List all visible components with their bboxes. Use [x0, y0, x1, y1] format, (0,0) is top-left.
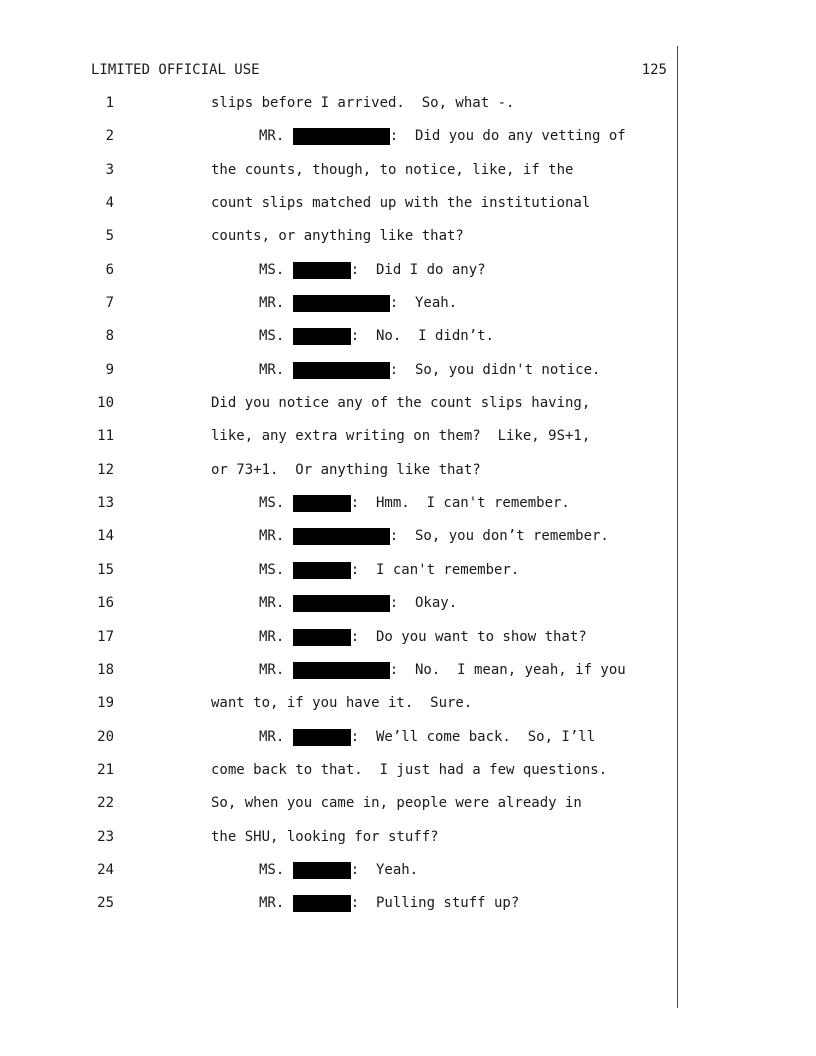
line-text — [211, 762, 607, 779]
transcript-line — [0, 262, 816, 295]
line-text — [211, 228, 464, 245]
transcript-line — [0, 629, 816, 662]
transcript-line — [0, 128, 816, 161]
line-text — [259, 895, 519, 912]
spoken-text: : Hmm. I can't remember. — [350, 495, 570, 512]
spoken-text: So, when you came in, people were already in — [211, 795, 582, 812]
speaker-title: MR. — [259, 295, 293, 312]
page-number: 125 — [641, 62, 667, 78]
transcript-line — [0, 228, 816, 261]
spoken-text: : Pulling stuff up? — [350, 895, 520, 912]
line-number: 21 — [97, 761, 114, 778]
spoken-text: come back to that. I just had a few questions. — [211, 761, 608, 778]
speaker-title: MS. — [259, 261, 293, 278]
speaker-title: MS. — [259, 561, 293, 578]
spoken-text: : So, you don’t remember. — [389, 528, 609, 545]
line-text — [259, 495, 570, 512]
line-number: 12 — [97, 461, 114, 478]
transcript-line — [0, 328, 816, 361]
redaction-box — [293, 729, 351, 746]
line-text — [211, 795, 582, 812]
line-text — [259, 528, 609, 545]
speaker-title: MR. — [259, 895, 293, 912]
spoken-text: the SHU, looking for stuff? — [211, 828, 439, 845]
line-text — [259, 862, 418, 879]
line-text — [211, 395, 590, 412]
redaction-box — [293, 362, 390, 379]
redaction-box — [293, 328, 351, 345]
speaker-title: MR. — [259, 528, 293, 545]
transcript-line — [0, 729, 816, 762]
line-number: 11 — [97, 428, 114, 445]
spoken-text: Did you notice any of the count slips having, — [211, 395, 591, 412]
line-text — [259, 562, 519, 579]
spoken-text: : No. I didn’t. — [350, 328, 495, 345]
spoken-text: : I can't remember. — [350, 561, 520, 578]
spoken-text: : Yeah. — [389, 295, 458, 312]
speaker-title: MR. — [259, 128, 293, 145]
line-number: 25 — [97, 895, 114, 912]
spoken-text: counts, or anything like that? — [211, 228, 464, 245]
transcript-line — [0, 428, 816, 461]
line-text — [211, 829, 439, 846]
speaker-title: MR. — [259, 728, 293, 745]
transcript-line — [0, 662, 816, 695]
transcript-line — [0, 829, 816, 862]
spoken-text: want to, if you have it. Sure. — [211, 695, 473, 712]
spoken-text: : No. I mean, yeah, if you — [389, 661, 626, 678]
classification-header: LIMITED OFFICIAL USE — [91, 62, 260, 78]
spoken-text: slips before I arrived. So, what -. — [211, 95, 515, 111]
spoken-text: : Did I do any? — [350, 261, 486, 278]
spoken-text: the counts, though, to notice, like, if the — [211, 161, 574, 178]
line-number: 4 — [105, 195, 114, 212]
speaker-title: MS. — [259, 328, 293, 345]
line-text — [259, 262, 486, 279]
redaction-box — [293, 662, 390, 679]
line-text — [259, 328, 494, 345]
transcript-line — [0, 862, 816, 895]
transcript-line — [0, 295, 816, 328]
line-number: 24 — [97, 861, 114, 878]
line-text — [211, 428, 590, 445]
line-number: 13 — [97, 495, 114, 512]
spoken-text: : Do you want to show that? — [350, 628, 587, 645]
transcript-line — [0, 695, 816, 728]
redaction-box — [293, 862, 351, 879]
transcript-line — [0, 795, 816, 828]
transcript-line — [0, 162, 816, 195]
transcript-line — [0, 362, 816, 395]
speaker-title: MR. — [259, 661, 293, 678]
redaction-box — [293, 262, 351, 279]
line-number: 6 — [105, 261, 114, 278]
line-number: 17 — [97, 628, 114, 645]
transcript-line — [0, 395, 816, 428]
transcript-line — [0, 95, 816, 128]
speaker-title: MR. — [259, 628, 293, 645]
transcript-line — [0, 195, 816, 228]
line-number: 20 — [97, 728, 114, 745]
line-number: 3 — [105, 161, 114, 178]
redaction-box — [293, 595, 390, 612]
line-number: 2 — [105, 128, 114, 145]
line-number: 15 — [97, 561, 114, 578]
redaction-box — [293, 629, 351, 646]
transcript-line — [0, 762, 816, 795]
line-number: 9 — [105, 361, 114, 378]
redaction-box — [293, 895, 351, 912]
line-text — [211, 95, 514, 112]
line-number: 10 — [97, 395, 114, 412]
line-number: 7 — [105, 295, 114, 312]
transcript-line — [0, 462, 816, 495]
redaction-box — [293, 495, 351, 512]
line-number: 8 — [105, 328, 114, 345]
line-number: 23 — [97, 828, 114, 845]
transcript-line — [0, 895, 816, 928]
transcript-line — [0, 528, 816, 561]
redaction-box — [293, 295, 390, 312]
line-number: 5 — [105, 228, 114, 245]
redaction-box — [293, 528, 390, 545]
spoken-text: : So, you didn't notice. — [389, 361, 601, 378]
spoken-text: count slips matched up with the institutional — [211, 195, 591, 212]
line-text — [211, 162, 573, 179]
line-text — [259, 128, 626, 145]
line-text — [211, 195, 590, 212]
line-text — [211, 695, 472, 712]
line-text — [259, 729, 595, 746]
spoken-text: : We’ll come back. So, I’ll — [350, 728, 596, 745]
speaker-title: MS. — [259, 861, 293, 878]
line-number: 22 — [97, 795, 114, 812]
line-text — [211, 462, 481, 479]
spoken-text: or 73+1. Or anything like that? — [211, 461, 481, 478]
line-number: 19 — [97, 695, 114, 712]
line-number: 16 — [97, 595, 114, 612]
transcript-body — [0, 95, 816, 929]
spoken-text: : Did you do any vetting of — [389, 128, 626, 145]
speaker-title: MS. — [259, 495, 293, 512]
line-text — [259, 595, 457, 612]
transcript-line — [0, 495, 816, 528]
transcript-line — [0, 562, 816, 595]
line-text — [259, 662, 626, 679]
spoken-text: : Yeah. — [350, 861, 419, 878]
speaker-title: MR. — [259, 361, 293, 378]
line-text — [259, 362, 600, 379]
redaction-box — [293, 128, 390, 145]
transcript-line — [0, 595, 816, 628]
line-number: 18 — [97, 661, 114, 678]
speaker-title: MR. — [259, 595, 293, 612]
line-number: 14 — [97, 528, 114, 545]
spoken-text: : Okay. — [389, 595, 458, 612]
line-number: 1 — [105, 95, 114, 111]
spoken-text: like, any extra writing on them? Like, 9S+1, — [211, 428, 591, 445]
line-text — [259, 629, 587, 646]
redaction-box — [293, 562, 351, 579]
line-text — [259, 295, 457, 312]
